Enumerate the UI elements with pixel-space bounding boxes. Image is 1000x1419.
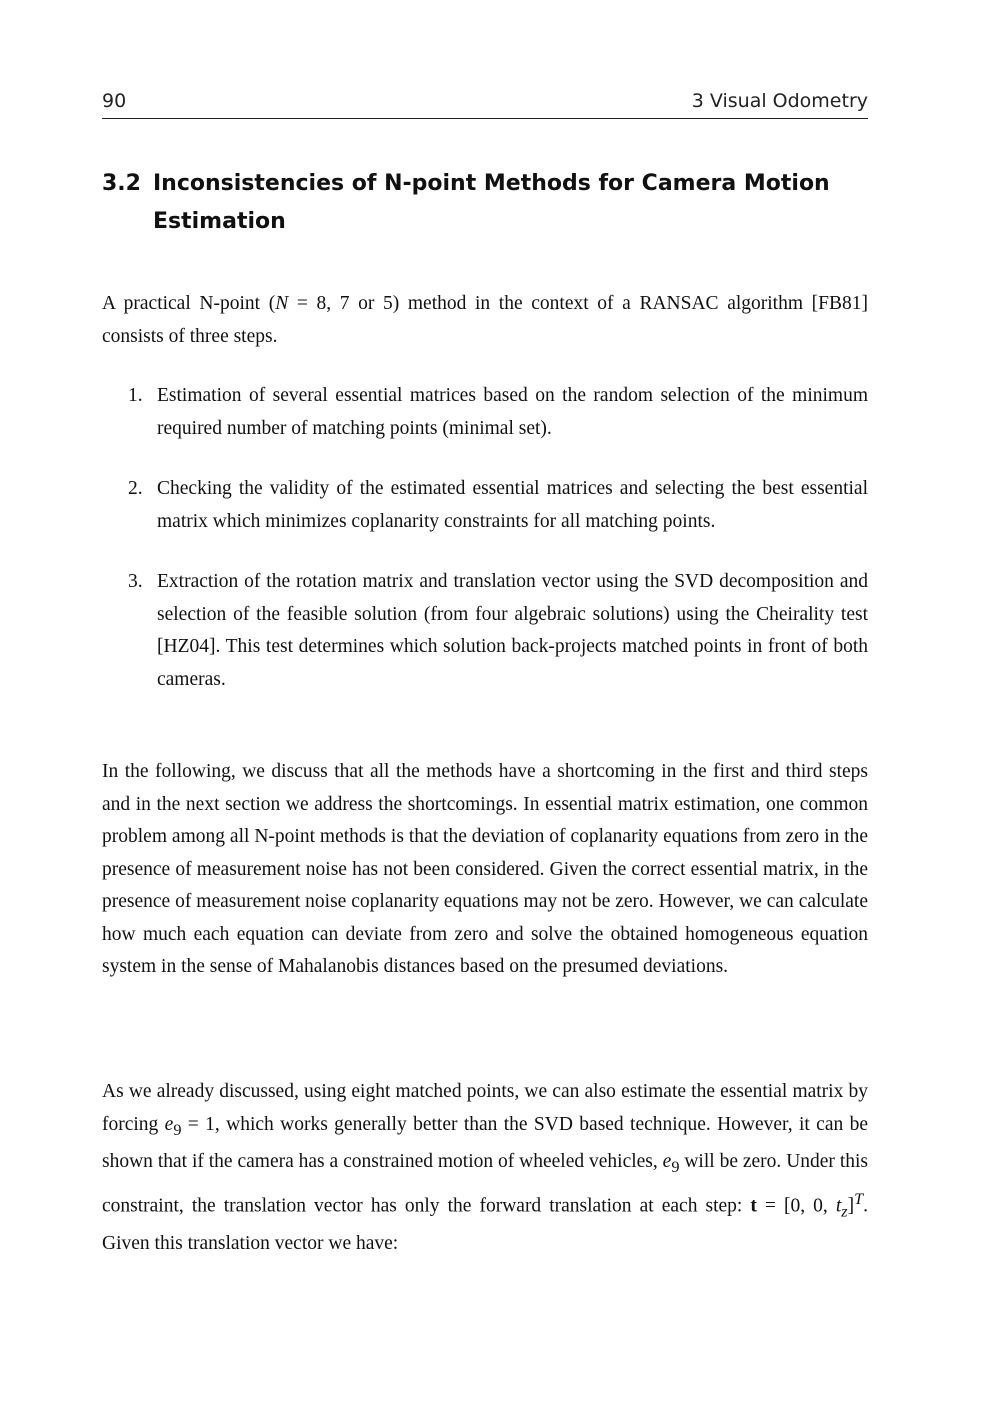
list-item-number: 3. — [128, 571, 143, 592]
math-subscript: 9 — [173, 1120, 182, 1139]
list-item-text: Checking the validity of the estimated essential matrices and selecting the best essential matrix which minimizes coplanarity constraints for all matching points. — [157, 478, 868, 532]
math-vector-t: t — [750, 1195, 757, 1217]
chapter-title: 3 Visual Odometry — [691, 90, 868, 112]
intro-text: A practical N-point ( — [102, 293, 276, 314]
intro-text-cont: = 8, 7 or 5) method in the context of a RANSAC algorithm [FB81] consists of three steps. — [102, 293, 868, 347]
list-item-text: Extraction of the rotation matrix and translation vector using the SVD decomposition and selection of the feasible solution (from four algebraic solutions) using the Cheirality test [HZ04]. This test determines which solution back-projects matched points in front of both cameras. — [157, 571, 868, 690]
math-e: e — [662, 1150, 672, 1172]
math-t: t — [835, 1195, 842, 1217]
math-superscript: T — [854, 1190, 864, 1209]
text: ] — [847, 1195, 855, 1217]
intro-paragraph — [102, 288, 868, 353]
text: As we already discussed, using eight matched points, we can also estimate the essential matrix by forcing — [102, 1081, 868, 1135]
list-item — [102, 566, 868, 696]
text: = [0, 0, — [756, 1195, 836, 1217]
math-e: e — [164, 1113, 174, 1135]
math-subscript: 9 — [671, 1157, 680, 1176]
paragraph-shortcomings: In the following, we discuss that all the methods have a shortcoming in the first and third steps and in the next section we address the shortcomings. In essential matrix estimation, one common problem among all N-point methods is that the deviation of coplanarity equations from zero in the presence of measurement noise has not been considered. Given the correct essential matrix, in the presence of measurement noise coplanarity equations may not be zero. However, we can calculate how much each equation can deviate from zero and solve the obtained homogeneous equation system in the sense of Mahalanobis distances based on the presumed deviations. — [102, 761, 868, 977]
list-item — [102, 473, 868, 538]
list-item-number: 1. — [128, 385, 143, 406]
text: . Given this translation vector we have: — [102, 1195, 868, 1255]
page-number: 90 — [102, 90, 127, 112]
running-header — [102, 88, 868, 119]
math-N: N — [275, 293, 289, 314]
list-item — [102, 380, 868, 445]
text: = 1, which works generally better than the SVD based technique. However, it can be shown that if the camera has a constrained motion of wheeled vehicles, — [102, 1113, 869, 1172]
section-number: 3.2 — [102, 171, 141, 196]
paragraph-constraint — [102, 1076, 868, 1261]
section-heading — [102, 165, 868, 241]
steps-list — [102, 380, 868, 724]
list-item-text: Estimation of several essential matrices based on the random selection of the minimum required number of matching points (minimal set). — [157, 385, 868, 439]
text: will be zero. Under this constraint, the translation vector has only the forward translation at each step: — [102, 1150, 868, 1217]
list-item-number: 2. — [128, 478, 143, 499]
section-title: Inconsistencies of N-point Methods for Camera Motion Estimation — [153, 171, 830, 234]
math-subscript: z — [841, 1202, 848, 1221]
